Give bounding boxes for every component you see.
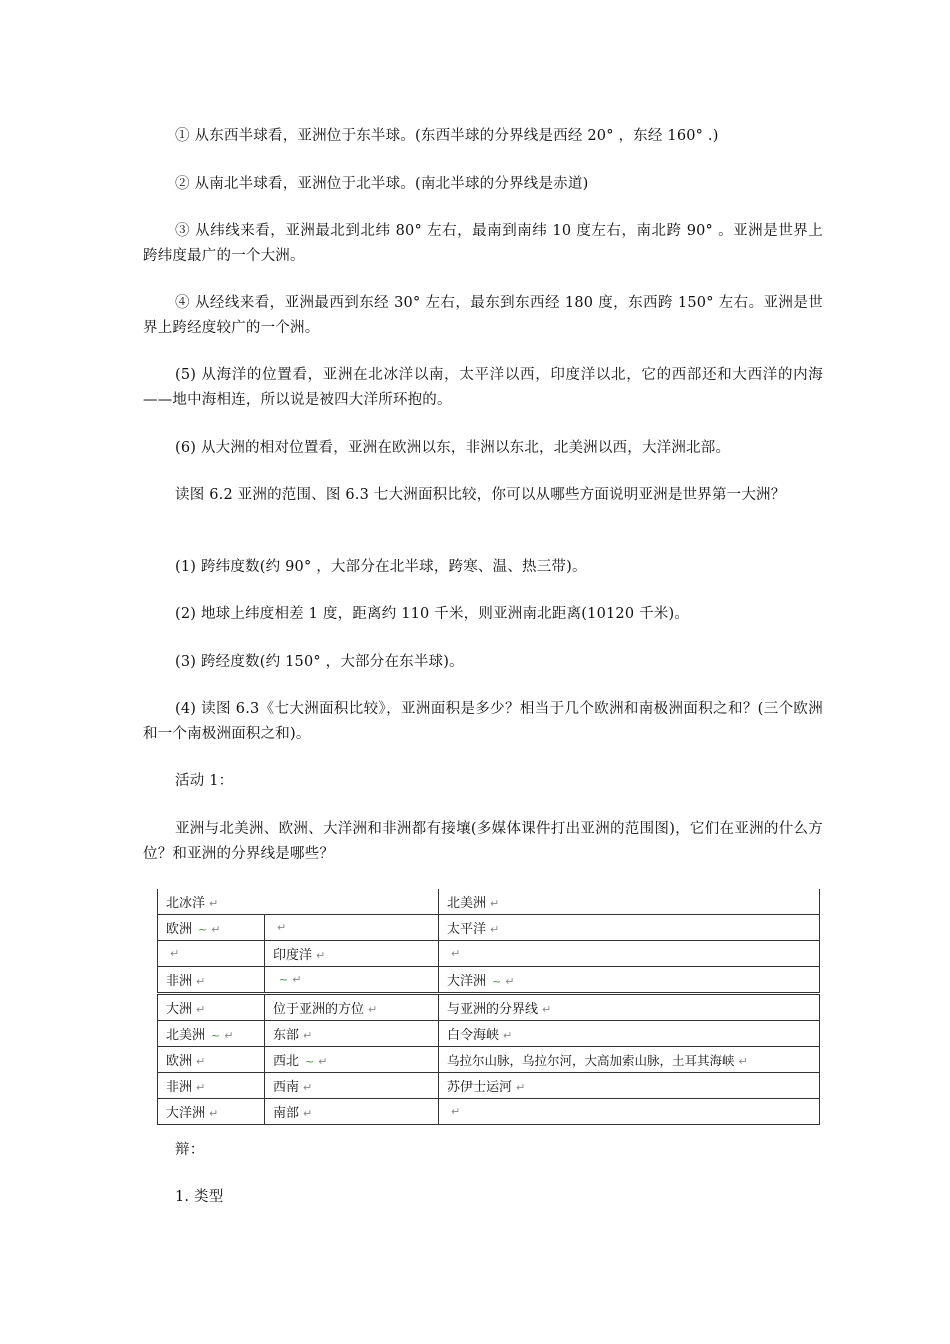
spellcheck-squiggle-icon: ~ [211,1029,221,1042]
paragraph-8: (1) 跨纬度数(约 90° ，大部分在北半球，跨寒、温、热三带)。 [175,559,587,575]
paragraph-3: ③ 从纬线来看，亚洲最北到北纬 80° 左右，最南到南纬 10 度左右，南北跨 90° 。亚洲是世界上跨纬度最广的一个大洲。 [143,223,823,264]
table-header-cell: 大洲 ↵ [158,995,265,1021]
paragraph-mark-icon: ↵ [303,1107,313,1120]
paragraph-10: (3) 跨经度数(约 150° ，大部分在东半球)。 [175,654,464,670]
paragraph-mark-icon: ↵ [196,1003,206,1016]
table-row [158,1021,820,1047]
paragraph-7: 读图 6.2 亚洲的范围、图 6.3 七大洲面积比较，你可以从哪些方面说明亚洲是世界第一大洲？ [175,487,786,503]
table-cell: 欧洲 ~ ↵ [158,915,265,941]
paragraph-mark-icon: ↵ [503,1029,513,1042]
paragraph-mark-icon: ↵ [542,1003,552,1016]
paragraph-mark-icon: ↵ [209,897,219,910]
table-cell: 西北 ~ ↵ [265,1047,439,1073]
spellcheck-squiggle-icon: ~ [198,923,208,936]
paragraph-mark-icon: ↵ [316,949,326,962]
paragraph-mark-icon: ↵ [505,975,515,988]
paragraph-1: ① 从东西半球看，亚洲位于东半球。(东西半球的分界线是西经 20° ，东经 160° .) [175,128,719,144]
table-cell [265,915,439,941]
paragraph-mark-icon: ↵ [209,1107,219,1120]
table-row [158,941,820,967]
table-row [158,1099,820,1125]
table-cell: 北冰洋 ↵ [158,889,439,915]
paragraph-11: (4) 读图 6.3《七大洲面积比较》，亚洲面积是多少？相当于几个欧洲和南极洲面积之和？(三个欧洲和一个南极洲面积之和)。 [143,701,823,742]
table-header-cell: 与亚洲的分界线 ↵ [439,995,820,1021]
table-header-row [158,995,820,1021]
table-cell [439,1099,820,1125]
paragraph-6: (6) 从大洲的相对位置看，亚洲在欧洲以东，非洲以东北，北美洲以西，大洋洲北部。 [175,440,731,456]
paragraph-12: 活动 1： [175,773,234,789]
table-row [158,1047,820,1073]
table-cell: 乌拉尔山脉，乌拉尔河，大高加索山脉，土耳其海峡 ↵ [439,1047,820,1073]
paragraph-mark-icon: ↵ [196,975,206,988]
paragraph-mark-icon: ↵ [368,1003,378,1016]
paragraph-mark-icon: ↵ [277,921,287,934]
paragraph-mark-icon: ↵ [170,947,180,960]
paragraph-2: ② 从南北半球看，亚洲位于北半球。(南北半球的分界线是赤道) [175,176,589,192]
paragraph-mark-icon: ↵ [303,1029,313,1042]
table-cell: 北美洲 ↵ [439,889,820,915]
table-cell: 北美洲 ~ ↵ [158,1021,265,1047]
table-header-cell: 位于亚洲的方位 ↵ [265,995,439,1021]
table-row [158,1073,820,1099]
paragraph-mark-icon: ↵ [738,1054,748,1068]
table-cell: 大洋洲 ↵ [158,1099,265,1125]
paragraph-mark-icon: ↵ [196,1081,206,1094]
paragraph-5: (5) 从海洋的位置看，亚洲在北冰洋以南，太平洋以西，印度洋以北，它的西部还和大西洋的内海——地中海相连，所以说是被四大洋所环抱的。 [143,367,823,408]
table-cell [158,941,265,967]
paragraph-mark-icon: ↵ [196,1055,206,1068]
table-cell: 印度洋 ↵ [265,941,439,967]
table-top-section [157,889,820,993]
spellcheck-squiggle-icon: ~ [492,975,502,988]
paragraph-debate: 辩： [175,1142,205,1158]
paragraph-mark-icon: ↵ [211,923,221,936]
paragraph-13: 亚洲与北美洲、欧洲、大洋洲和非洲都有接壤(多媒体课件打出亚洲的范围图)，它们在亚洲的什么方位？和亚洲的分界线是哪些？ [143,821,823,862]
paragraph-mark-icon: ↵ [318,1055,328,1068]
spellcheck-squiggle-icon: ~ [305,1055,315,1068]
table-cell: 非洲 ↵ [158,1073,265,1099]
spellcheck-squiggle-icon: ~ [279,973,289,986]
table-cell: 大洋洲 ~ ↵ [439,967,820,993]
table-main-section [157,994,820,1125]
paragraph-type: 1. 类型 [175,1189,224,1205]
paragraph-mark-icon: ↵ [490,897,500,910]
continents-table [157,889,821,1125]
paragraph-mark-icon: ↵ [490,923,500,936]
table-cell: 白令海峡 ↵ [439,1021,820,1047]
paragraph-mark-icon: ↵ [451,947,461,960]
paragraph-mark-icon: ↵ [292,973,302,986]
table-cell: 南部 ↵ [265,1099,439,1125]
paragraph-9: (2) 地球上纬度相差 1 度，距离约 110 千米，则亚洲南北距离(10120 千米)。 [175,606,690,622]
table-cell: 西南 ↵ [265,1073,439,1099]
table-row [158,915,820,941]
table-row [158,889,820,915]
table-cell: 太平洋 ↵ [439,915,820,941]
table-cell [265,967,439,993]
table-cell: 东部 ↵ [265,1021,439,1047]
paragraph-mark-icon: ↵ [224,1029,234,1042]
table-row [158,967,820,993]
table-cell: 欧洲 ↵ [158,1047,265,1073]
table-cell: 苏伊士运河 ↵ [439,1073,820,1099]
paragraph-mark-icon: ↵ [303,1081,313,1094]
table-cell [439,941,820,967]
paragraph-mark-icon: ↵ [516,1081,526,1094]
paragraph-4: ④ 从经线来看，亚洲最西到东经 30° 左右，最东到东西经 180 度，东西跨 150° 左右。亚洲是世界上跨经度较广的一个洲。 [143,295,823,336]
paragraph-mark-icon: ↵ [451,1105,461,1118]
table-cell: 非洲 ↵ [158,967,265,993]
